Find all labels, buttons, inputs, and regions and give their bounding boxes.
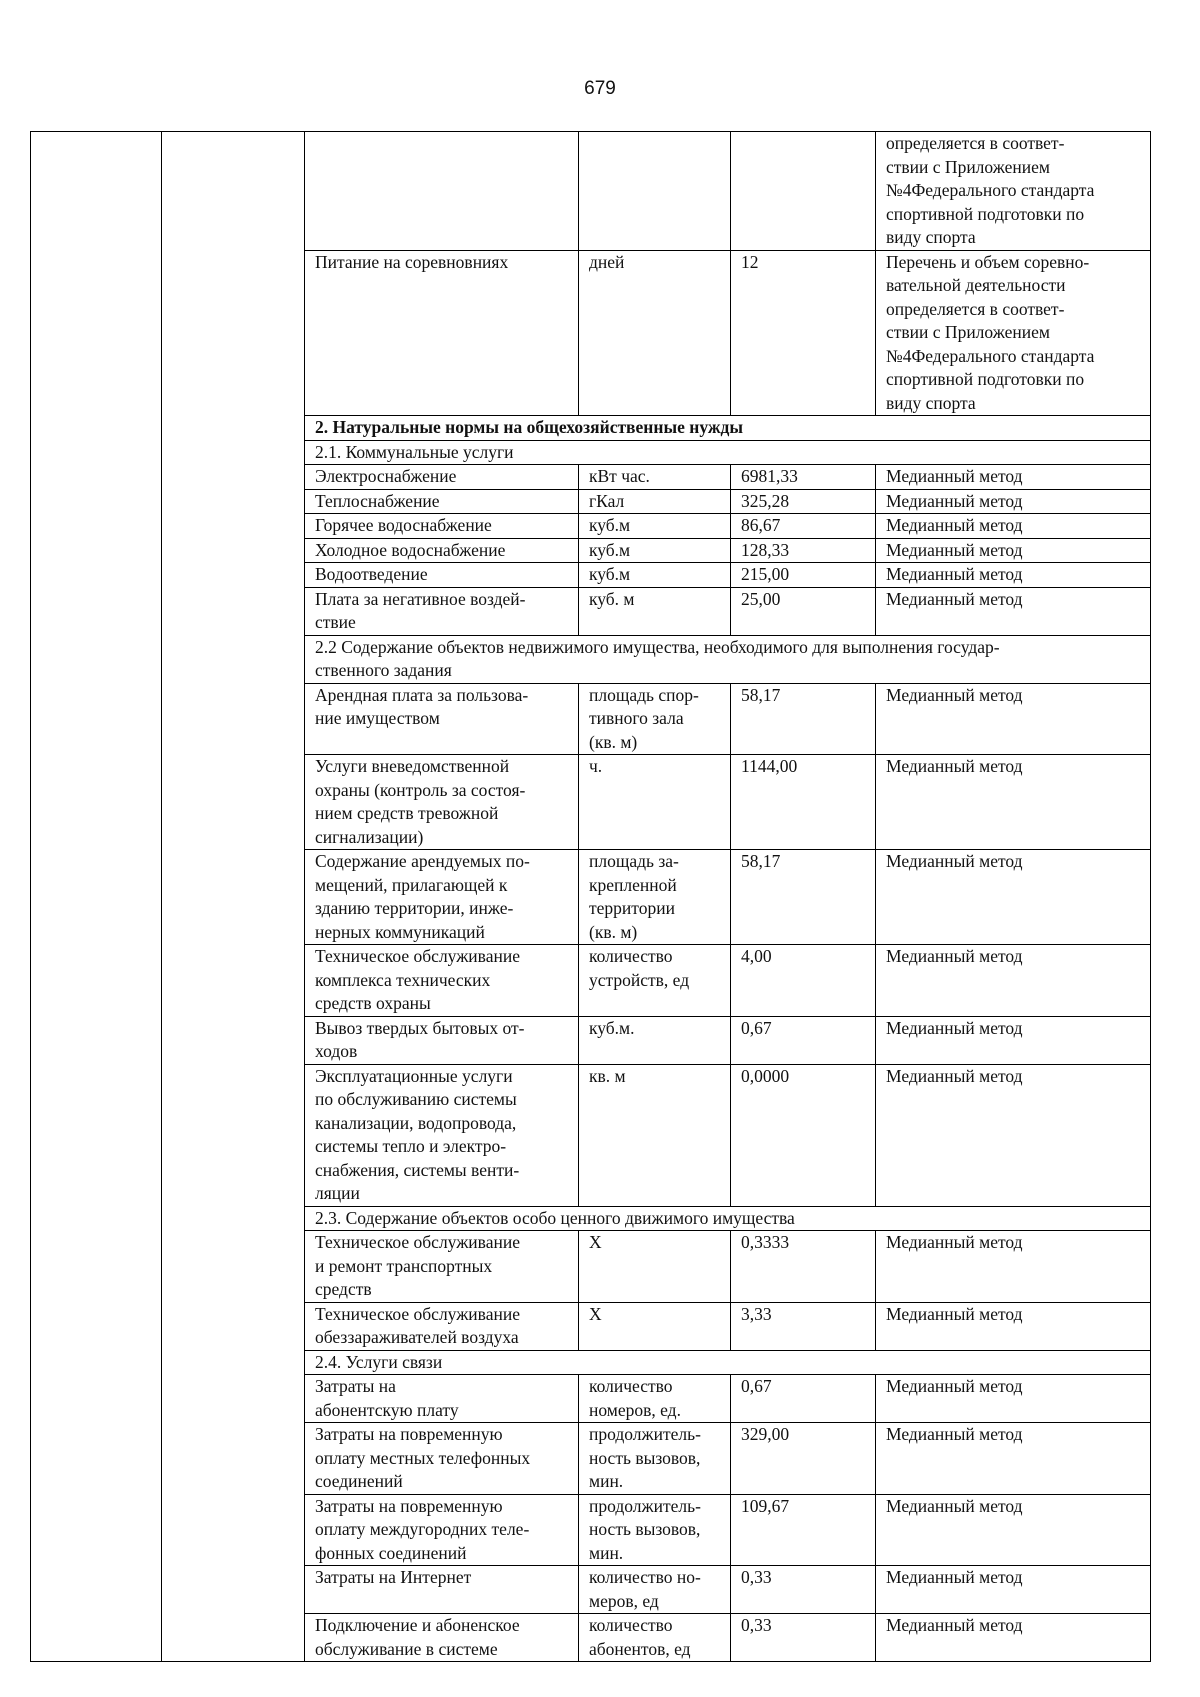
cell-unit: площадь спор- тивного зала (кв. м) xyxy=(579,683,731,755)
cell-method: Медианный метод xyxy=(876,1423,1151,1495)
cell-name: Теплоснабжение xyxy=(305,489,579,514)
cell-value: 0,67 xyxy=(731,1016,876,1064)
cell-unit: куб.м. xyxy=(579,1016,731,1064)
cell-unit: куб. м xyxy=(579,587,731,635)
cell-method: Медианный метод xyxy=(876,683,1151,755)
cell-method: Медианный метод xyxy=(876,1302,1151,1350)
section-heading: 2. Натуральные нормы на общехозяйственные нужды xyxy=(305,416,1151,441)
cell-unit: продолжитель- ность вызовов, мин. xyxy=(579,1423,731,1495)
cell-value: 6981,33 xyxy=(731,465,876,490)
section-heading: 2.1. Коммунальные услуги xyxy=(305,440,1151,465)
cell-name: Техническое обслуживание комплекса технических средств охраны xyxy=(305,945,579,1017)
cell-method: определяется в соответ- ствии с Приложением №4Федерального стандарта спортивной подготовки по виду спорта xyxy=(876,132,1151,251)
cell-name: Затраты на Интернет xyxy=(305,1566,579,1614)
cell-value: 1144,00 xyxy=(731,755,876,850)
cell-name: Горячее водоснабжение xyxy=(305,514,579,539)
cell-method: Медианный метод xyxy=(876,1375,1151,1423)
cell-name: Водоотведение xyxy=(305,563,579,588)
cell-method: Медианный метод xyxy=(876,1231,1151,1303)
cell-unit: куб.м xyxy=(579,538,731,563)
cell-value: 215,00 xyxy=(731,563,876,588)
cell-method: Медианный метод xyxy=(876,514,1151,539)
cell-value: 58,17 xyxy=(731,850,876,945)
cell-value: 4,00 xyxy=(731,945,876,1017)
cell-value: 0,67 xyxy=(731,1375,876,1423)
cell-value: 0,3333 xyxy=(731,1231,876,1303)
cell-method: Медианный метод xyxy=(876,1566,1151,1614)
cell-name: Арендная плата за пользова- ние имуществом xyxy=(305,683,579,755)
cell-method: Медианный метод xyxy=(876,1016,1151,1064)
table-row xyxy=(31,132,1151,251)
cell-method: Перечень и объем соревно- вательной деятельности определяется в соответ- ствии с Приложением №4Федерального стандарта спортивной подготовки по виду спорта xyxy=(876,250,1151,416)
cell-value: 0,33 xyxy=(731,1614,876,1662)
cell-method: Медианный метод xyxy=(876,538,1151,563)
cell-name: Содержание арендуемых по- мещений, прилагающей к зданию территории, инже- нерных коммуникаций xyxy=(305,850,579,945)
cell-unit: дней xyxy=(579,250,731,416)
cell-unit: количество номеров, ед. xyxy=(579,1375,731,1423)
blank-column-1 xyxy=(31,132,162,1662)
norms-table xyxy=(30,131,1151,1662)
cell-value xyxy=(731,132,876,251)
cell-unit: кВт час. xyxy=(579,465,731,490)
cell-name: Затраты на повременную оплату местных телефонных соединений xyxy=(305,1423,579,1495)
cell-method: Медианный метод xyxy=(876,489,1151,514)
cell-unit: гКал xyxy=(579,489,731,514)
cell-name: Услуги вневедомственной охраны (контроль за состоя- нием средств тревожной сигнализации) xyxy=(305,755,579,850)
cell-unit xyxy=(579,132,731,251)
cell-name: Плата за негативное воздей- ствие xyxy=(305,587,579,635)
cell-method: Медианный метод xyxy=(876,1064,1151,1206)
cell-method: Медианный метод xyxy=(876,945,1151,1017)
cell-unit: количество абонентов, ед xyxy=(579,1614,731,1662)
cell-value: 109,67 xyxy=(731,1494,876,1566)
cell-name: Электроснабжение xyxy=(305,465,579,490)
cell-unit: продолжитель- ность вызовов, мин. xyxy=(579,1494,731,1566)
cell-value: 329,00 xyxy=(731,1423,876,1495)
cell-name: Холодное водоснабжение xyxy=(305,538,579,563)
norms-table-body xyxy=(31,132,1151,1662)
cell-unit: кв. м xyxy=(579,1064,731,1206)
cell-unit: Х xyxy=(579,1302,731,1350)
cell-value: 0,0000 xyxy=(731,1064,876,1206)
blank-column-2 xyxy=(162,132,305,1662)
cell-unit: куб.м xyxy=(579,514,731,539)
cell-method: Медианный метод xyxy=(876,1614,1151,1662)
cell-value: 25,00 xyxy=(731,587,876,635)
cell-name: Эксплуатационные услуги по обслуживанию системы канализации, водопровода, системы тепло и электро- снабжения, системы венти- ляции xyxy=(305,1064,579,1206)
section-heading: 2.4. Услуги связи xyxy=(305,1350,1151,1375)
cell-name: Подключение и абоненское обслуживание в системе xyxy=(305,1614,579,1662)
cell-value: 12 xyxy=(731,250,876,416)
cell-value: 3,33 xyxy=(731,1302,876,1350)
page-number: 679 xyxy=(584,78,616,99)
cell-name: Техническое обслуживание и ремонт транспортных средств xyxy=(305,1231,579,1303)
cell-value: 128,33 xyxy=(731,538,876,563)
section-heading: 2.2 Содержание объектов недвижимого имущества, необходимого для выполнения государ- ственного задания xyxy=(305,635,1151,683)
cell-method: Медианный метод xyxy=(876,465,1151,490)
cell-unit: количество устройств, ед xyxy=(579,945,731,1017)
cell-value: 86,67 xyxy=(731,514,876,539)
cell-value: 0,33 xyxy=(731,1566,876,1614)
cell-name: Питание на соревновниях xyxy=(305,250,579,416)
cell-unit: куб.м xyxy=(579,563,731,588)
cell-unit: Х xyxy=(579,1231,731,1303)
cell-name: Техническое обслуживание обеззараживателей воздуха xyxy=(305,1302,579,1350)
cell-method: Медианный метод xyxy=(876,587,1151,635)
cell-value: 325,28 xyxy=(731,489,876,514)
cell-method: Медианный метод xyxy=(876,563,1151,588)
cell-method: Медианный метод xyxy=(876,1494,1151,1566)
cell-method: Медианный метод xyxy=(876,850,1151,945)
cell-name: Вывоз твердых бытовых от- ходов xyxy=(305,1016,579,1064)
cell-name: Затраты на повременную оплату междугородних теле- фонных соединений xyxy=(305,1494,579,1566)
section-heading: 2.3. Содержание объектов особо ценного движимого имущества xyxy=(305,1206,1151,1231)
cell-method: Медианный метод xyxy=(876,755,1151,850)
cell-unit: ч. xyxy=(579,755,731,850)
cell-value: 58,17 xyxy=(731,683,876,755)
cell-name xyxy=(305,132,579,251)
cell-name: Затраты на абонентскую плату xyxy=(305,1375,579,1423)
cell-unit: количество но- меров, ед xyxy=(579,1566,731,1614)
cell-unit: площадь за- крепленной территории (кв. м) xyxy=(579,850,731,945)
